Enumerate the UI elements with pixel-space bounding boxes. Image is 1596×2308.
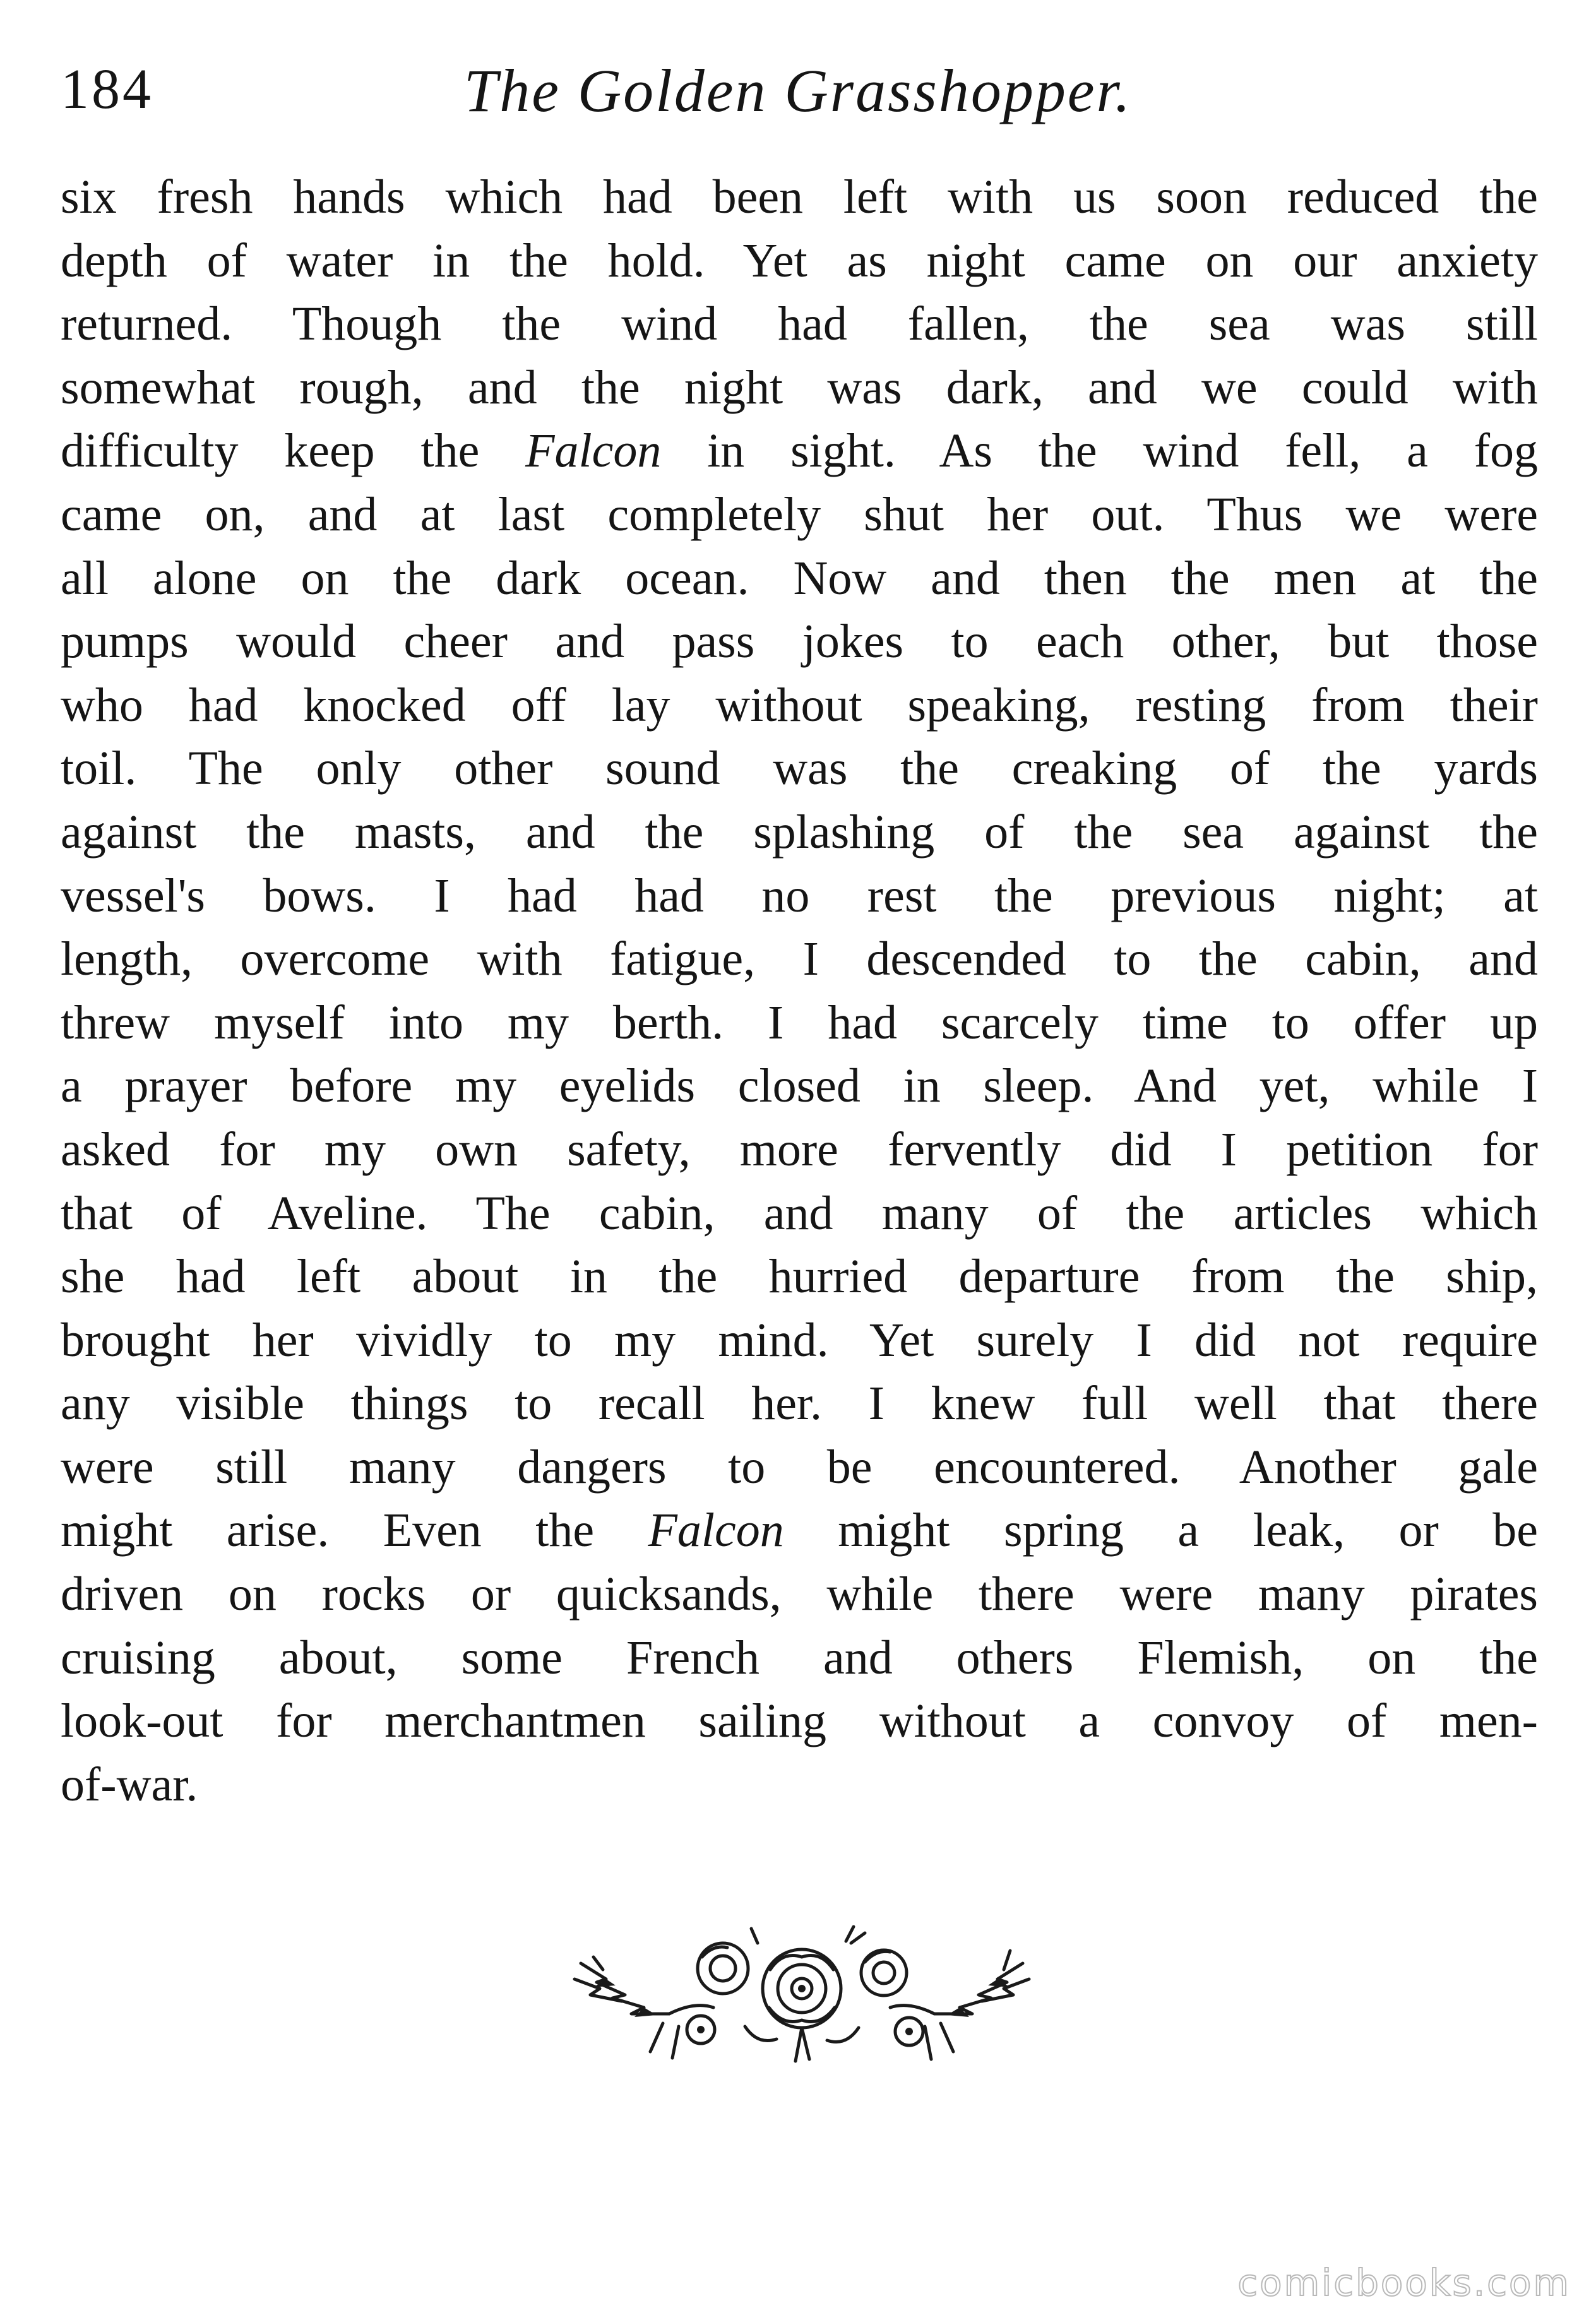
text-segment: difficulty keep the	[61, 424, 526, 478]
floral-vignette-icon	[568, 1919, 1035, 2071]
text-line	[61, 419, 1538, 483]
running-title: The Golden Grasshopper.	[463, 57, 1133, 124]
text-line: look-out for merchantmen sailing without a convoy of men-	[61, 1694, 1538, 1748]
text-segment: might spring a leak, or be	[783, 1504, 1538, 1557]
page-number: 184	[61, 58, 153, 121]
text-line: of-war.	[61, 1758, 198, 1811]
text-line: who had knocked off lay without speaking, resting from their	[61, 678, 1538, 732]
ship-name: Falcon	[648, 1504, 784, 1557]
body-text	[61, 165, 1538, 1816]
text-segment: in sight. As the wind fell, a fog	[661, 424, 1539, 478]
text-line: she had left about in the hurried departure from the ship,	[61, 1250, 1538, 1304]
text-segment: might arise. Even the	[61, 1504, 648, 1557]
text-line: that of Aveline. The cabin, and many of the articles which	[61, 1186, 1538, 1240]
text-line: vessel's bows. I had had no rest the previous night; at	[61, 869, 1538, 922]
text-line: six fresh hands which had been left with us soon reduced the	[61, 170, 1538, 223]
text-line: toil. The only other sound was the creaking of the yards	[61, 742, 1538, 795]
text-line: length, overcome with fatigue, I descended to the cabin, and	[61, 932, 1538, 986]
text-line: any visible things to recall her. I knew full well that there	[61, 1377, 1538, 1431]
text-line	[61, 1499, 1538, 1562]
text-line: returned. Though the wind had fallen, the sea was still	[61, 297, 1538, 351]
text-line: driven on rocks or quicksands, while there were many pirates	[61, 1567, 1538, 1621]
text-line: came on, and at last completely shut her out. Thus we were	[61, 487, 1538, 541]
text-line: all alone on the dark ocean. Now and then the men at the	[61, 551, 1538, 605]
text-line: cruising about, some French and others Flemish, on the	[61, 1631, 1538, 1684]
text-line: threw myself into my berth. I had scarcely time to offer up	[61, 996, 1538, 1049]
watermark: comicbooks.com	[1237, 2261, 1571, 2304]
text-line: pumps would cheer and pass jokes to each other, but those	[61, 615, 1538, 669]
ship-name: Falcon	[525, 424, 662, 478]
text-line: asked for my own safety, more fervently did I petition for	[61, 1122, 1538, 1176]
text-line: were still many dangers to be encountered. Another gale	[61, 1440, 1538, 1494]
text-line: somewhat rough, and the night was dark, and we could with	[61, 360, 1538, 414]
running-head	[0, 44, 1596, 139]
text-line: against the masts, and the splashing of the sea against the	[61, 805, 1538, 859]
text-line: depth of water in the hold. Yet as night came on our anxiety	[61, 234, 1538, 287]
text-line: a prayer before my eyelids closed in sleep. And yet, while I	[61, 1059, 1538, 1113]
text-line: brought her vividly to my mind. Yet surely I did not require	[61, 1313, 1538, 1367]
